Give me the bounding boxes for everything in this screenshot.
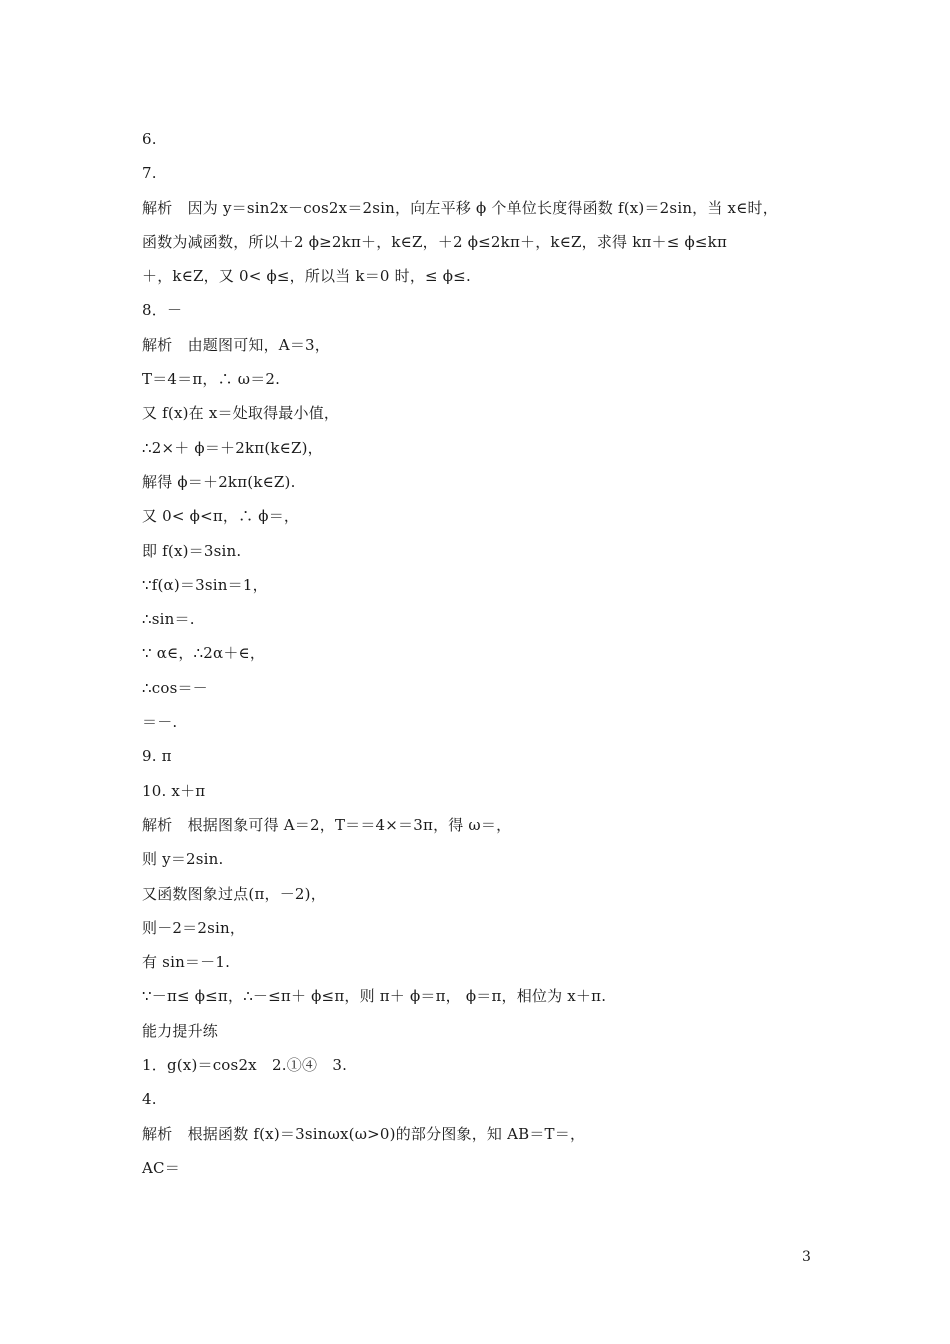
text-line: 能力提升练 [142, 1021, 219, 1040]
text-line: 有 sin＝－1. [142, 953, 231, 972]
text-line: 又 0< ϕ<π，∴ ϕ＝， [142, 507, 300, 526]
text-line: 7. [142, 164, 157, 183]
text-line: 则 y＝2sin. [142, 850, 224, 869]
text-line: 又 f(x)在 x＝处取得最小值， [142, 404, 340, 423]
text-line: 即 f(x)＝3sin. [142, 541, 242, 560]
text-line: ∵ α∈，∴2α＋∈， [142, 644, 266, 663]
text-line: ∵f(α)＝3sin＝1， [142, 575, 268, 594]
answer-text-block [142, 126, 842, 1189]
text-line: 9. π [142, 747, 172, 766]
text-line: AC＝ [142, 1158, 180, 1177]
text-line: 解析 根据图象可得 A＝2，T＝＝4×＝3π，得 ω＝， [142, 815, 512, 834]
text-line: T＝4＝π，∴ ω＝2. [142, 370, 281, 389]
text-line: ∴2×＋ ϕ＝＋2kπ(k∈Z)， [142, 438, 323, 457]
text-line: 8．－ [142, 301, 183, 320]
text-line: 解析 由题图可知，A＝3， [142, 335, 330, 354]
text-line: 解得 ϕ＝＋2kπ(k∈Z). [142, 472, 296, 491]
text-line: ＋，k∈Z，又 0< ϕ≤，所以当 k＝0 时，≤ ϕ≤. [142, 267, 471, 286]
text-line: 又函数图象过点(π，－2)， [142, 884, 326, 903]
text-line: ∴sin＝. [142, 610, 195, 629]
text-line: 10. x＋π [142, 781, 206, 800]
text-line: ∴cos＝－ [142, 678, 208, 697]
text-line: ∵－π≤ ϕ≤π，∴－≤π＋ ϕ≤π，则 π＋ ϕ＝π， ϕ＝π，相位为 x＋π. [142, 987, 607, 1006]
text-line: ＝－. [142, 713, 178, 732]
text-line: 解析 根据函数 f(x)＝3sinωx(ω>0)的部分图象，知 AB＝T＝， [142, 1124, 586, 1143]
text-line: 解析 因为 y＝sin2x－cos2x＝2sin，向左平移 ϕ 个单位长度得函数 f(x)＝2sin，当 x∈时， [142, 198, 778, 217]
text-line: 函数为减函数，所以＋2 ϕ≥2kπ＋，k∈Z，＋2 ϕ≤2kπ＋，k∈Z，求得 kπ＋≤ ϕ≤kπ [142, 232, 728, 251]
text-line: 则－2＝2sin， [142, 918, 246, 937]
text-line: 6. [142, 130, 157, 148]
text-line: 4. [142, 1090, 157, 1109]
text-line: 1．g(x)＝cos2x 2.①④ 3. [142, 1056, 348, 1075]
page-number: 3 [802, 1249, 811, 1265]
